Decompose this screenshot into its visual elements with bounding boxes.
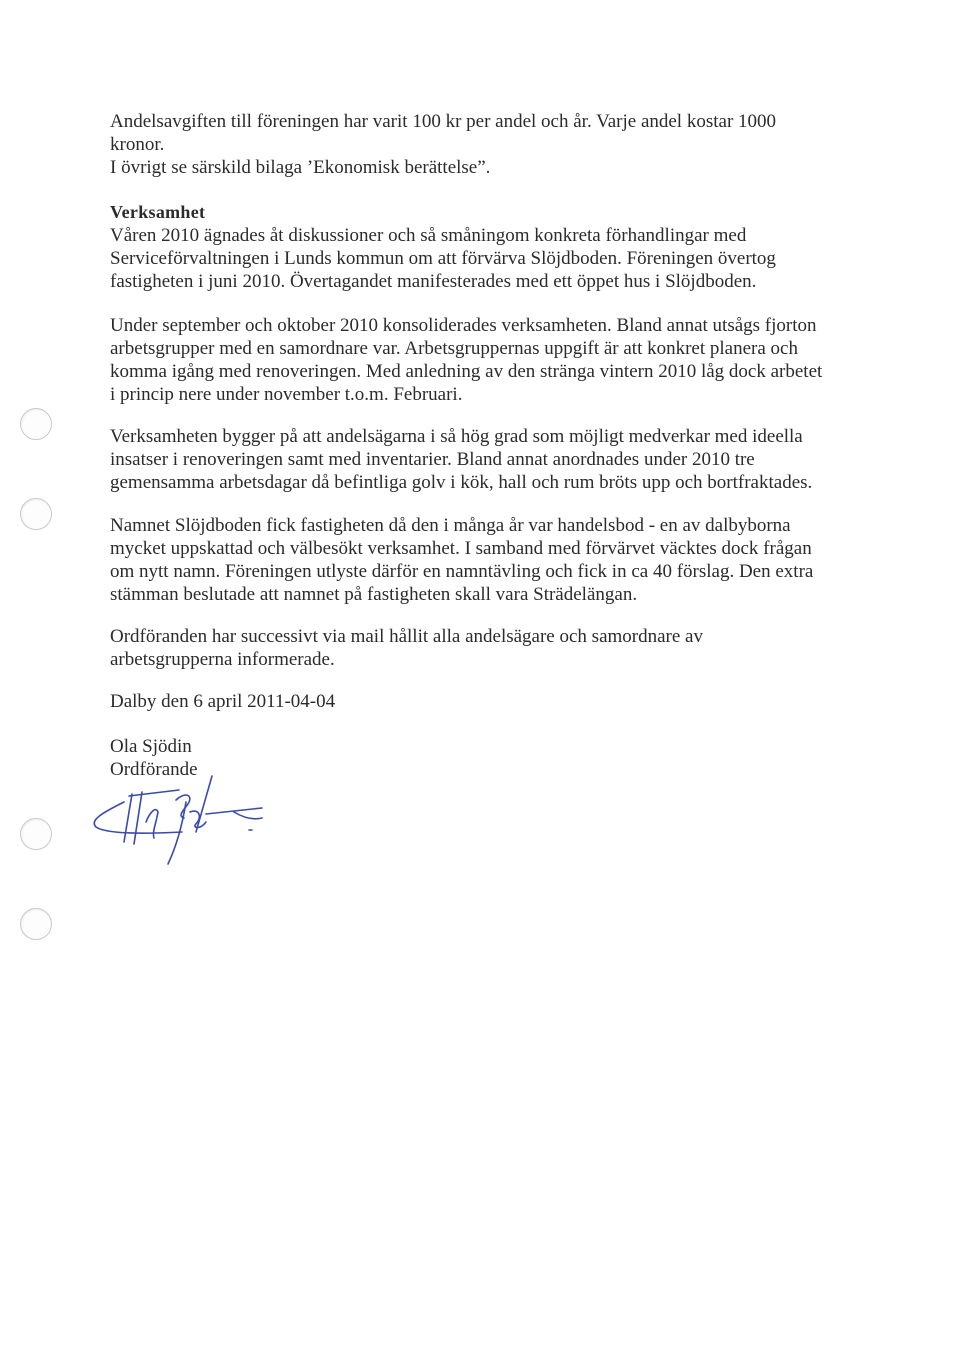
text-line: om nytt namn. Föreningen utlyste därför en namntävling och fick in ca 40 förslag. Den extra bbox=[110, 561, 814, 582]
text-line: Andelsavgiften till föreningen har varit 100 kr per andel och år. Varje andel kostar 1000 bbox=[110, 111, 777, 132]
name-paragraph bbox=[110, 514, 850, 606]
punch-hole-3 bbox=[20, 818, 52, 850]
text-line: stämman beslutade att namnet på fastigheten skall vara Strädelängan. bbox=[110, 584, 638, 605]
punch-hole-1 bbox=[20, 408, 52, 440]
text-line: kronor. bbox=[110, 134, 165, 155]
punch-hole-4 bbox=[20, 908, 52, 940]
date-text: Dalby den 6 april 2011-04-04 bbox=[110, 691, 336, 712]
text-line: Under september och oktober 2010 konsoliderades verksamheten. Bland annat utsågs fjorton bbox=[110, 315, 817, 336]
text-line: komma igång med renoveringen. Med anledning av den stränga vintern 2010 låg dock arbetet bbox=[110, 361, 823, 382]
text-line: insatser i renoveringen samt med inventarier. Bland annat anordnades under 2010 tre bbox=[110, 449, 755, 470]
text-line: I övrigt se särskild bilaga ’Ekonomisk berättelse”. bbox=[110, 157, 491, 178]
text-line: gemensamma arbetsdagar då befintliga golv i kök, hall och rum bröts upp och bortfraktades. bbox=[110, 472, 813, 493]
text-line: Våren 2010 ägnades åt diskussioner och så småningom konkreta förhandlingar med bbox=[110, 225, 747, 246]
punch-hole-2 bbox=[20, 498, 52, 530]
ideal-work-paragraph bbox=[110, 425, 850, 494]
chair-paragraph bbox=[110, 625, 850, 671]
date-line bbox=[110, 690, 850, 713]
autumn-paragraph bbox=[110, 314, 850, 406]
text-line: arbetsgrupperna informerade. bbox=[110, 649, 335, 670]
signer-title: Ordförande bbox=[110, 759, 198, 780]
text-line: arbetsgrupper med en samordnare var. Arbetsgruppernas uppgift är att konkret planera och bbox=[110, 338, 798, 359]
text-line: Serviceförvaltningen i Lunds kommun om att förvärva Slöjdboden. Föreningen övertog bbox=[110, 248, 776, 269]
text-line: Namnet Slöjdboden fick fastigheten då den i många år var handelsbod - en av dalbyborna bbox=[110, 515, 791, 536]
text-line: Verksamheten bygger på att andelsägarna i så hög grad som möjligt medverkar med ideella bbox=[110, 426, 803, 447]
fees-paragraph bbox=[110, 110, 850, 179]
text-line: i princip nere under november t.o.m. Februari. bbox=[110, 384, 463, 405]
handwritten-signature bbox=[84, 772, 274, 872]
signer-name: Ola Sjödin bbox=[110, 736, 192, 757]
text-line: fastigheten i juni 2010. Övertagandet manifesterades med ett öppet hus i Slöjdboden. bbox=[110, 271, 757, 292]
activity-section bbox=[110, 201, 850, 293]
section-heading: Verksamhet bbox=[110, 202, 206, 222]
text-line: mycket uppskattad och välbesökt verksamhet. I samband med förvärvet väcktes dock frågan bbox=[110, 538, 812, 559]
text-line: Ordföranden har successivt via mail hållit alla andelsägare och samordnare av bbox=[110, 626, 703, 647]
